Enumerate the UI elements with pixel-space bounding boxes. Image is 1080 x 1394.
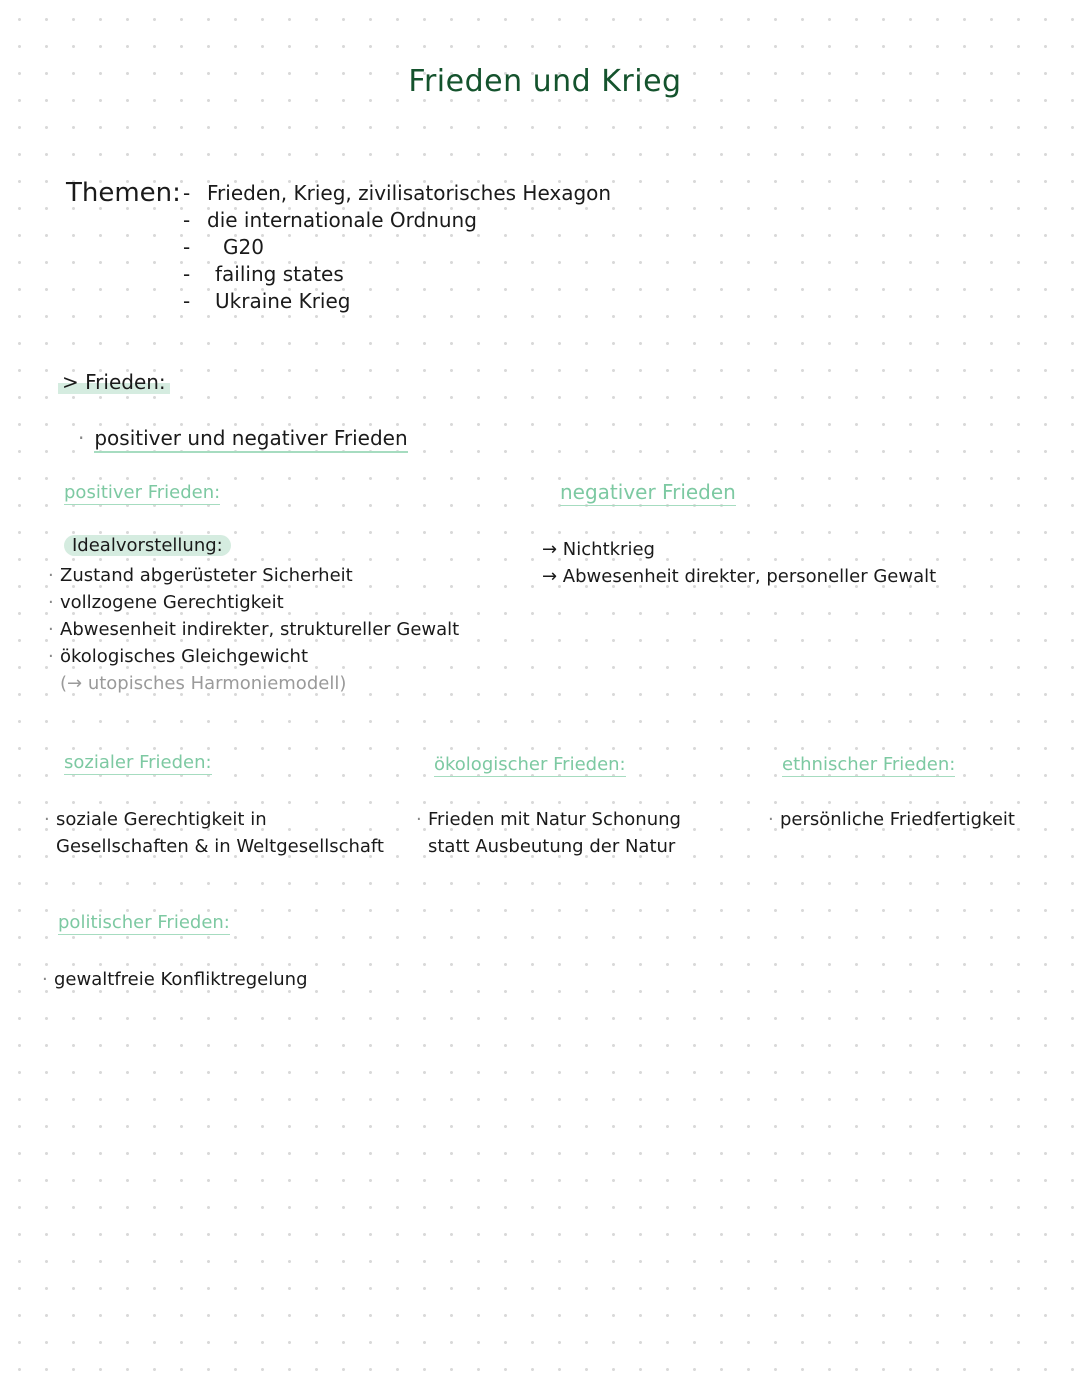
themen-item: - G20	[183, 235, 264, 259]
text-line: · Frieden mit Natur Schonung	[428, 806, 681, 833]
list-item: · ökologisches Gleichgewicht	[60, 643, 459, 670]
politischer-frieden-text	[54, 966, 308, 993]
politischer-frieden-label: politischer Frieden:	[58, 912, 230, 933]
text-line: Gesellschaften & in Weltgesellschaft	[56, 836, 384, 857]
oekologischer-frieden-label: ökologischer Frieden:	[434, 754, 626, 775]
negativer-frieden-list	[542, 536, 936, 590]
positiver-frieden-list	[60, 562, 459, 697]
list-item: → Abwesenheit direkter, personeller Gewalt	[542, 566, 937, 587]
list-item: · vollzogene Gerechtigkeit	[60, 589, 459, 616]
themen-item: - Frieden, Krieg, zivilisatorisches Hexagon	[183, 181, 612, 205]
text-line: statt Ausbeutung der Natur	[428, 836, 676, 857]
ethnischer-frieden-label: ethnischer Frieden:	[782, 754, 956, 775]
themen-item: - Ukraine Krieg	[183, 289, 351, 313]
page-title: Frieden und Krieg	[408, 64, 682, 99]
sozialer-frieden-label: sozialer Frieden:	[64, 752, 212, 773]
text-line: · gewaltfreie Konfliktregelung	[54, 966, 308, 993]
themen-label: Themen:	[66, 178, 181, 208]
positiver-frieden-label: positiver Frieden:	[64, 482, 221, 503]
ethnischer-frieden-text	[780, 806, 1015, 833]
sozialer-frieden-text	[56, 806, 384, 860]
themen-item: - failing states	[183, 262, 344, 286]
negativer-frieden-label: negativer Frieden	[560, 480, 736, 504]
oekologischer-frieden-text	[428, 806, 681, 860]
list-item: · Abwesenheit indirekter, struktureller Gewalt	[60, 616, 459, 643]
pos-neg-heading: · positiver und negativer Frieden	[78, 426, 408, 450]
idealvorstellung-label: Idealvorstellung:	[64, 532, 231, 559]
note: (→ utopisches Harmoniemodell)	[60, 673, 347, 694]
list-item: · Zustand abgerüsteter Sicherheit	[60, 562, 459, 589]
text-line: · persönliche Friedfertigkeit	[780, 806, 1015, 833]
text-line: · soziale Gerechtigkeit in	[56, 806, 384, 833]
themen-list	[183, 180, 611, 315]
frieden-heading: > Frieden:	[58, 370, 170, 394]
themen-item: - die internationale Ordnung	[183, 208, 477, 232]
list-item: → Nichtkrieg	[542, 539, 655, 560]
